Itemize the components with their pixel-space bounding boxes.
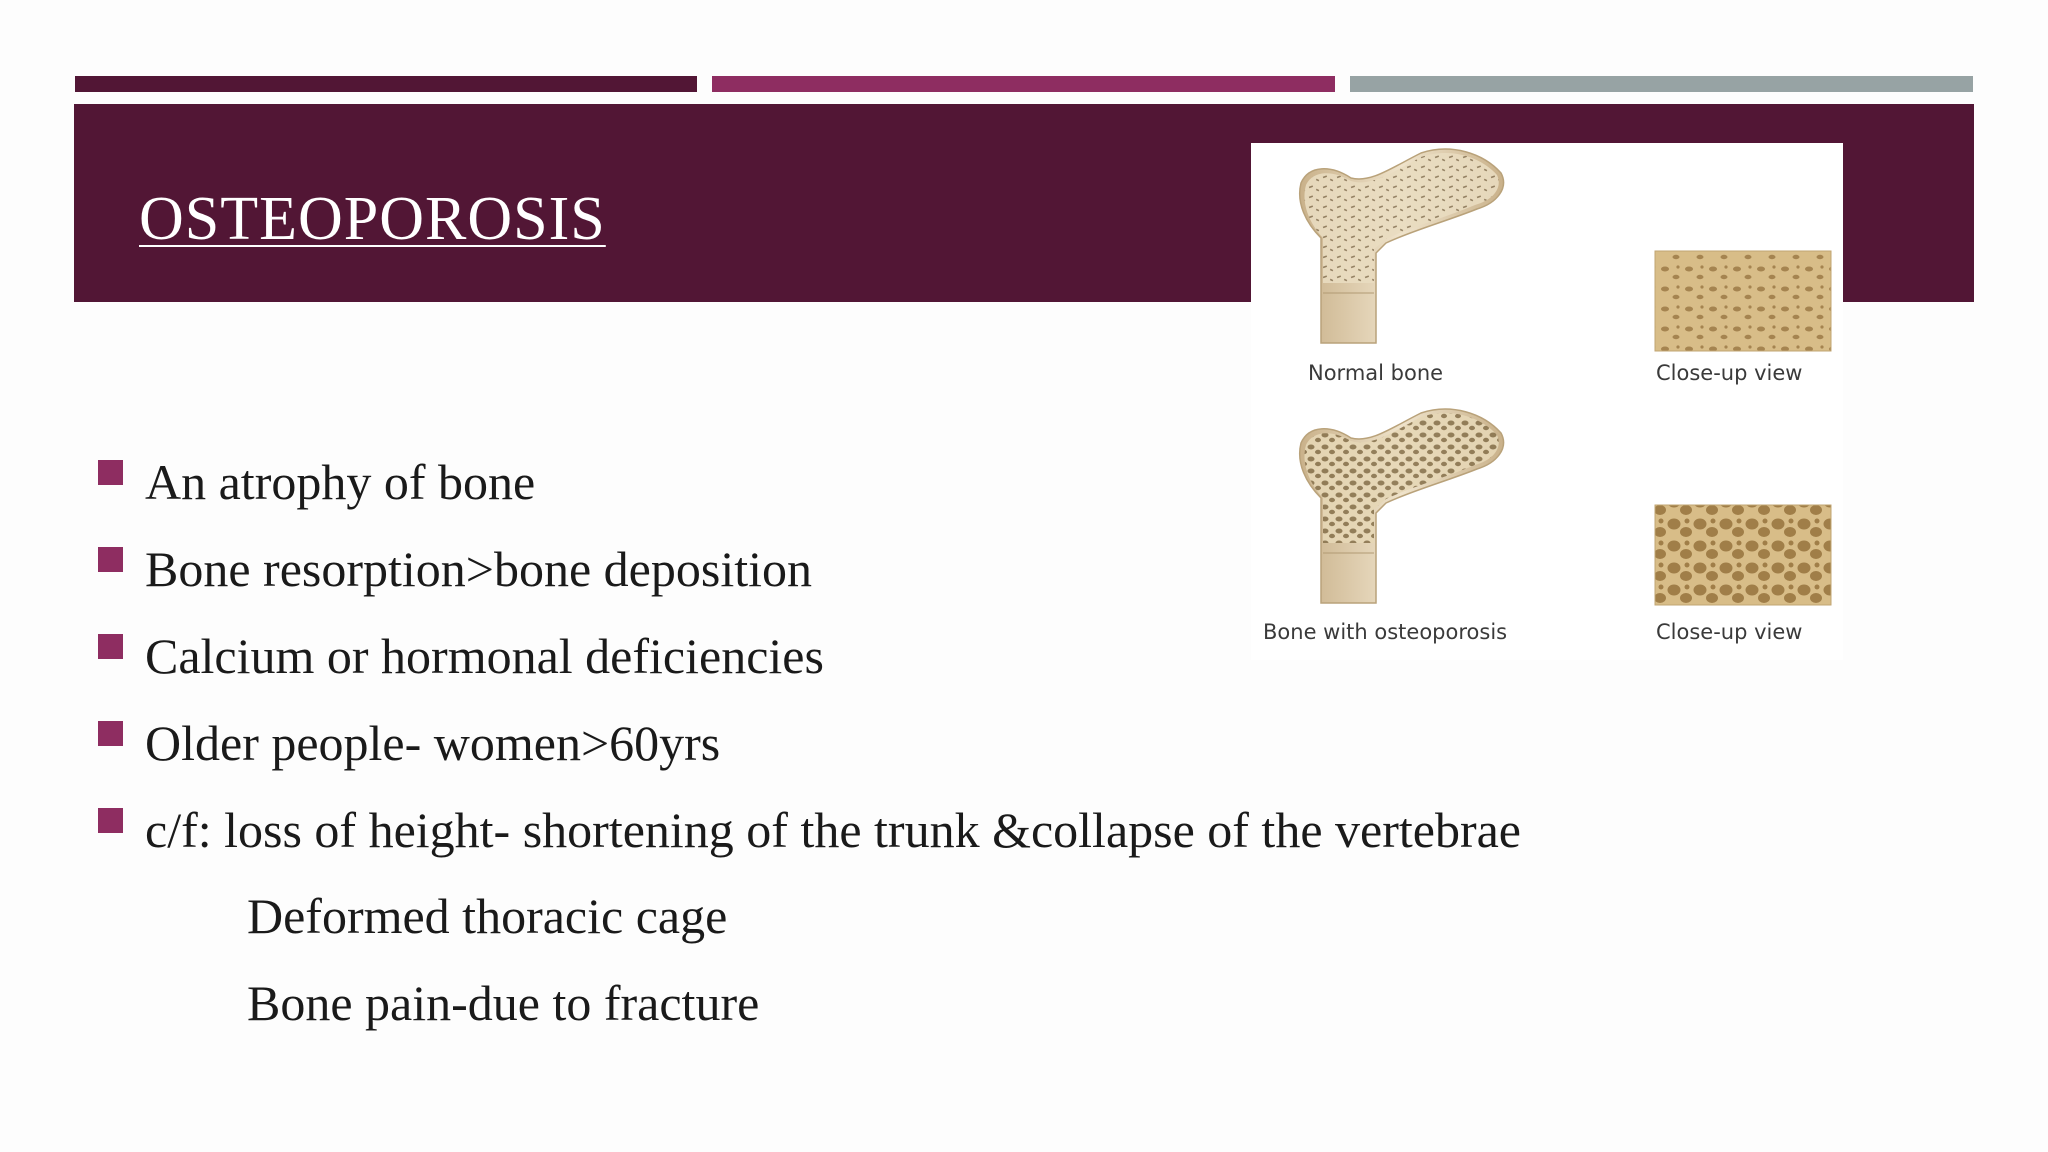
accent-stripe-gray: [1350, 76, 1973, 92]
bullet-square-icon: [98, 634, 123, 659]
sub-line-item: Bone pain-due to fracture: [247, 975, 760, 1031]
normal-bone-image: [1300, 149, 1504, 343]
slide-title: OSTEOPOROSIS: [139, 185, 606, 253]
normal-closeup-image: [1655, 251, 1831, 351]
bullet-square-icon: [98, 808, 123, 833]
bullet-item: Calcium or hormonal deficiencies: [98, 622, 1521, 709]
osteoporosis-closeup-image: [1655, 505, 1831, 605]
bullet-item: Bone resorption>bone deposition: [98, 535, 1521, 622]
caption-osteoporosis-closeup: Close-up view: [1656, 620, 1803, 644]
sub-line-item: Deformed thoracic cage: [247, 888, 728, 944]
caption-normal-bone: Normal bone: [1308, 361, 1444, 385]
accent-stripe-dark: [75, 76, 697, 92]
bullet-item: An atrophy of bone: [98, 448, 1521, 535]
caption-osteoporosis-bone: Bone with osteoporosis: [1263, 620, 1508, 644]
sub-line-list: [247, 882, 759, 1056]
accent-stripe-magenta: [712, 76, 1335, 92]
bullet-square-icon: [98, 460, 123, 485]
bullet-list: [98, 448, 1521, 883]
bullet-item: Older people- women>60yrs: [98, 709, 1521, 796]
bullet-item: c/f: loss of height- shortening of the trunk &collapse of the vertebrae: [98, 796, 1521, 883]
caption-normal-closeup: Close-up view: [1656, 361, 1803, 385]
bullet-square-icon: [98, 547, 123, 572]
bullet-square-icon: [98, 721, 123, 746]
